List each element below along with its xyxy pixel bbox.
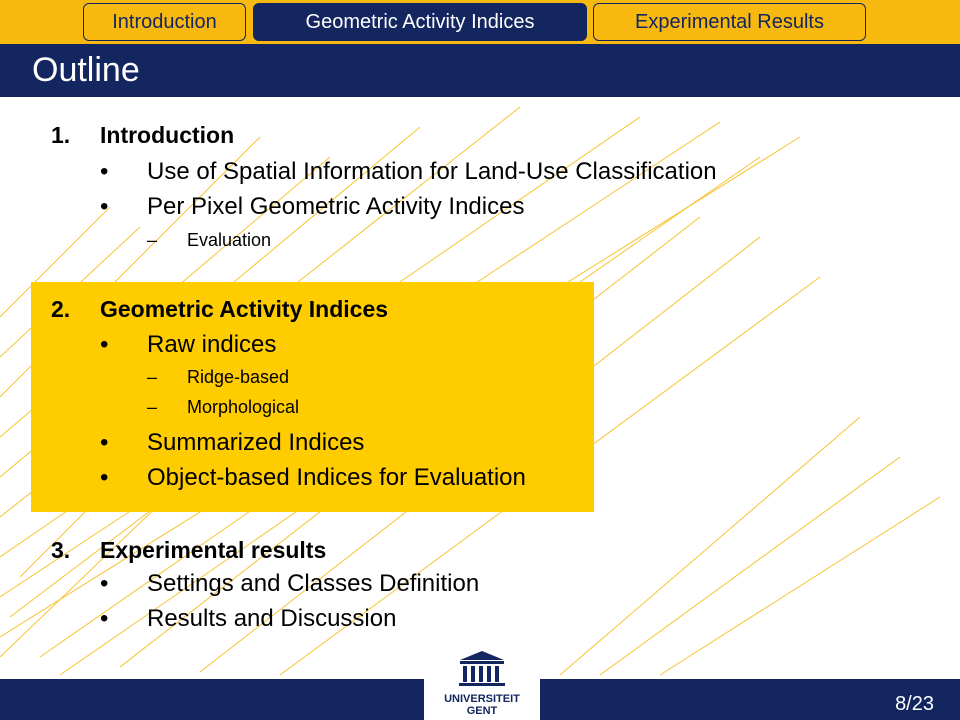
title-bar [0,44,960,97]
outline-section-2 [51,296,591,324]
item-text: Object-based Indices for Evaluation [147,464,526,491]
building-icon [424,646,540,720]
bullet: • [100,429,109,456]
outline-subitem [147,397,547,421]
section-number: 3. [51,537,71,563]
bullet: • [100,464,109,491]
section-heading: Experimental results [100,537,327,563]
outline-item [100,158,800,188]
subitem-text: Ridge-based [187,367,290,387]
page-number: 8/23 [895,693,934,715]
bullet: • [100,331,109,358]
outline-subitem [147,230,547,254]
dash: – [147,230,158,250]
top-nav-bar [0,0,960,44]
tab-introduction[interactable]: Introduction [83,3,246,41]
outline-item [100,464,585,494]
item-text: Results and Discussion [147,605,397,632]
logo-text-line2: GENT [466,705,498,717]
bullet: • [100,605,109,632]
university-logo [424,646,540,720]
tab-experimental-results[interactable]: Experimental Results [593,3,866,41]
item-text: Settings and Classes Definition [147,570,480,597]
outline-item [100,331,580,361]
bullet: • [100,158,109,185]
item-text: Raw indices [147,331,277,358]
bullet: • [100,570,109,597]
outline-item [100,570,660,600]
outline-subitem [147,367,547,391]
item-text: Use of Spatial Information for Land-Use Classification [147,158,717,185]
item-text: Per Pixel Geometric Activity Indices [147,193,525,220]
outline-section-3 [51,537,591,565]
section-heading: Geometric Activity Indices [100,296,389,322]
section-number: 2. [51,296,71,322]
dash: – [147,367,158,387]
subitem-text: Evaluation [187,230,272,250]
subitem-text: Morphological [187,397,300,417]
logo-text-line1: UNIVERSITEIT [444,693,520,705]
dash: – [147,397,158,417]
outline-item [100,605,660,635]
outline-item [100,193,800,223]
bullet: • [100,193,109,220]
outline-item [100,429,580,459]
tab-geometric-activity-indices[interactable]: Geometric Activity Indices [253,3,587,41]
section-heading: Introduction [100,122,235,148]
outline-section-1 [51,122,611,150]
item-text: Summarized Indices [147,429,365,456]
section-number: 1. [51,122,71,148]
slide-title: Outline [32,51,140,89]
